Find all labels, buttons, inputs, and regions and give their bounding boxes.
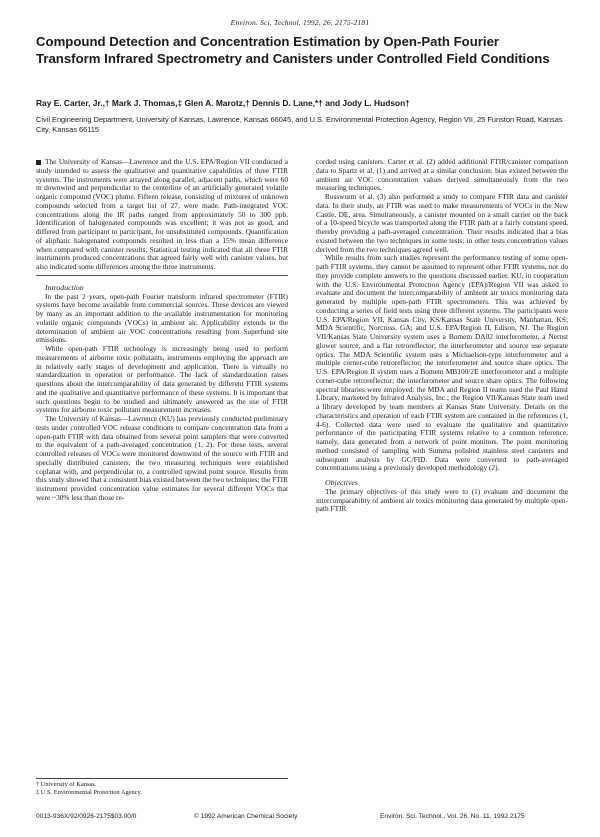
right-column — [316, 158, 568, 514]
paragraph: In the past 2 years, open-path Fourier transform infrared spectrometer (FTIR) systems have become available from commercial sources. These devices are viewed by many as an important addition to the available instrumentation for monitoring volatile organic compounds (VOCs) in ambient air. Applicability extends to the determination of ambient air VOC concentrations resulting from Superfund site emissions. — [36, 291, 288, 345]
abstract-block — [36, 158, 288, 276]
footer-citation: Environ. Sci. Technol., Vol. 26, No. 11, 1992 2175 — [380, 813, 525, 820]
author-list: Ray E. Carter, Jr.,† Mark J. Thomas,‡ Glen A. Marotz,† Dennis D. Lane,*† and Jody L. Hudson† — [36, 98, 410, 108]
footer-copyright: © 1992 American Chemical Society — [194, 813, 298, 820]
article-title: Compound Detection and Concentration Estimation by Open-Path Fourier Transform Infrared Spectrometry and Canisters under Controlled Field Conditions — [36, 34, 550, 66]
paragraph: Russwurm et al. (3) also performed a study to compare FTIR data and canister data. In their study, an FTIR was used to make measurements of VOCs in the New Castle, DE, area. Simultaneously, a canister mounted on a small carrier on the back of a 10-speed bicycle was transported along the FTIR path at a fairly constant speed, thereby providing a path-averaged concentration. Their results indicated that a bias existed between the two techniques in some tests; in other tests concentration values derived from the two techniques agreed well. — [316, 192, 568, 254]
abstract-bullet-icon — [36, 160, 41, 165]
paragraph: corded using canisters. Carter et al. (2) added additional FTIR/canister comparison data to Spartz et al. (1) and arrived at a similar conclusion: bias existed between the ambient air VOC concentration values derived simultaneously from the two measuring techniques. — [316, 157, 568, 193]
paragraph: While results from such studies represent the performance testing of some open-path FTIR systems, they cannot be assumed to represent other FTIR systems, nor do they provide complete answers to the questions discussed earlier. KU, in cooperation with the U.S. Environmental Protection Agency (EPA)/Region VII was asked to evaluate and document the intercomparability of ambient air toxics monitoring data generated by multiple open-path FTIR spectrometers. This was achieved by conducting a series of field tests using three different systems. The participants were U.S. EPA/Region VII, Kansas City, KS/Kansas State University, Manhattan, KS; MDA Scientific, Norcross, GA; and U.S. EPA/Region II, Edison, NJ. The Region VII/Kansas State University system uses a Bomem DA02 interferometer, a Nernst glower source, and a flat retroreflector; the interferometer and source use separate optics. The MDA Scientific system uses a Michaelson-type interferometer and a multiple corner-cube retroreflector; the interferometer and source share optics. The U.S. EPA/Region II system uses a Bomem MB100/2E interferometer and a multiple corner-cube retroreflector; the interferometer and source share optics. The following spectral libraries were employed: the MDA and Region II teams used the Paul Hanst Library, marketed by Infrared Analysis, Inc.; the Region VII/Kansas State team used a library developed by team members at Kansas State University. Details on the characteristics and operation of each FTIR system are contained in the references (1, 4-6). Collected data were used to evaluate the qualitative and quantitative performance of the participating FTIR systems relative to a common reference, namely, data generated from a network of point monitors. The point monitoring method consisted of sampling with Summa polished stainless steel canisters and subsequent analysis by GC/FID. Data were converted to path-averaged concentrations using a previously developed methodology (2). — [316, 253, 568, 473]
footnotes — [36, 778, 288, 797]
paragraph: While open-path FTIR technology is increasingly being used to perform measurements of airborne toxic pollutants, instruments employing the approach are in relatively early stages of development and application. There is virtually no standardization in operation or performance. The lack of standardization raises questions about the intercomparability of data generated by different FTIR systems and the qualitative and quantitative performance of these systems. It is important that such questions begin to be studied and ultimately answered as the use of FTIR systems for airborne toxic pollutant measurement increases. — [36, 344, 288, 415]
footer-code: 0013-936X/92/0926-2175$03.00/0 — [36, 813, 137, 820]
left-column — [36, 158, 288, 503]
paragraph: The primary objectives of this study were to (1) evaluate and document the intercomparability of ambient air toxics monitoring data generated by multiple open-path FTIR — [316, 486, 568, 514]
section-heading-objectives: Objectives — [325, 478, 358, 487]
affiliation: Civil Engineering Department, University of Kansas, Lawrence, Kansas 66045, and U.S. Environmental Protection Agency, Region VII, 25 Funston Road, Kansas City, Kansas 66115 — [36, 115, 563, 134]
running-head: Environ. Sci. Technol. 1992, 26, 2175-2181 — [230, 18, 370, 27]
abstract-text: The University of Kansas—Lawrence and the U.S. EPA/Region VII conducted a study intended to assess the qualitative and quantitative capabilities of three FTIR systems. The instruments were arrayed along parallel, adjacent paths, which were 60 m downwind and perpendicular to the centerline of an artificially generated volatile organic compound (VOC) plume. Fifteen release, consisting of mixtures of unknown compounds selected from a target list of 27, were made. Path-integrated VOC concentrations along the IR paths ranged from approximately 50 to 300 ppb. Identification of halogenated compounds was excellent; it was not as good, and differed from participant to participant, for unsubstituted compounds. Quantification of aliphatic halogenated compounds resulted in less than a 15% mean difference when compared with canister results. Statistical testing indicated that all three FTIR instruments produced concentrations that agreed fairly well with canister values, but also indicated some differences among the three instruments. — [36, 157, 288, 271]
footnote: ‡ U.S. Environmental Protection Agency. — [36, 789, 142, 796]
paragraph: The University of Kansas—Lawrence (KU) has previously conducted preliminary tests under controlled VOC release conditions to compare concentration data from a open-path FTIR with data obtained from several point samplers that were converted to the equivalent of a path-averaged concentration (1, 2). For these tests, several controlled releases of VOCs were monitored downwind of the source with FTIR and specially distributed canisters; the two measuring techniques were established coplanar with, and perpendicular to, a controlled upwind point source. Results from this study showed that a consistent bias existed between the two techniques: the FTIR instrument provided concentration value estimates for several different VOCs that were ~30% less than those re- — [36, 414, 288, 502]
section-heading-introduction: Introduction — [45, 282, 84, 292]
footnote: † University of Kansas. — [36, 781, 97, 788]
